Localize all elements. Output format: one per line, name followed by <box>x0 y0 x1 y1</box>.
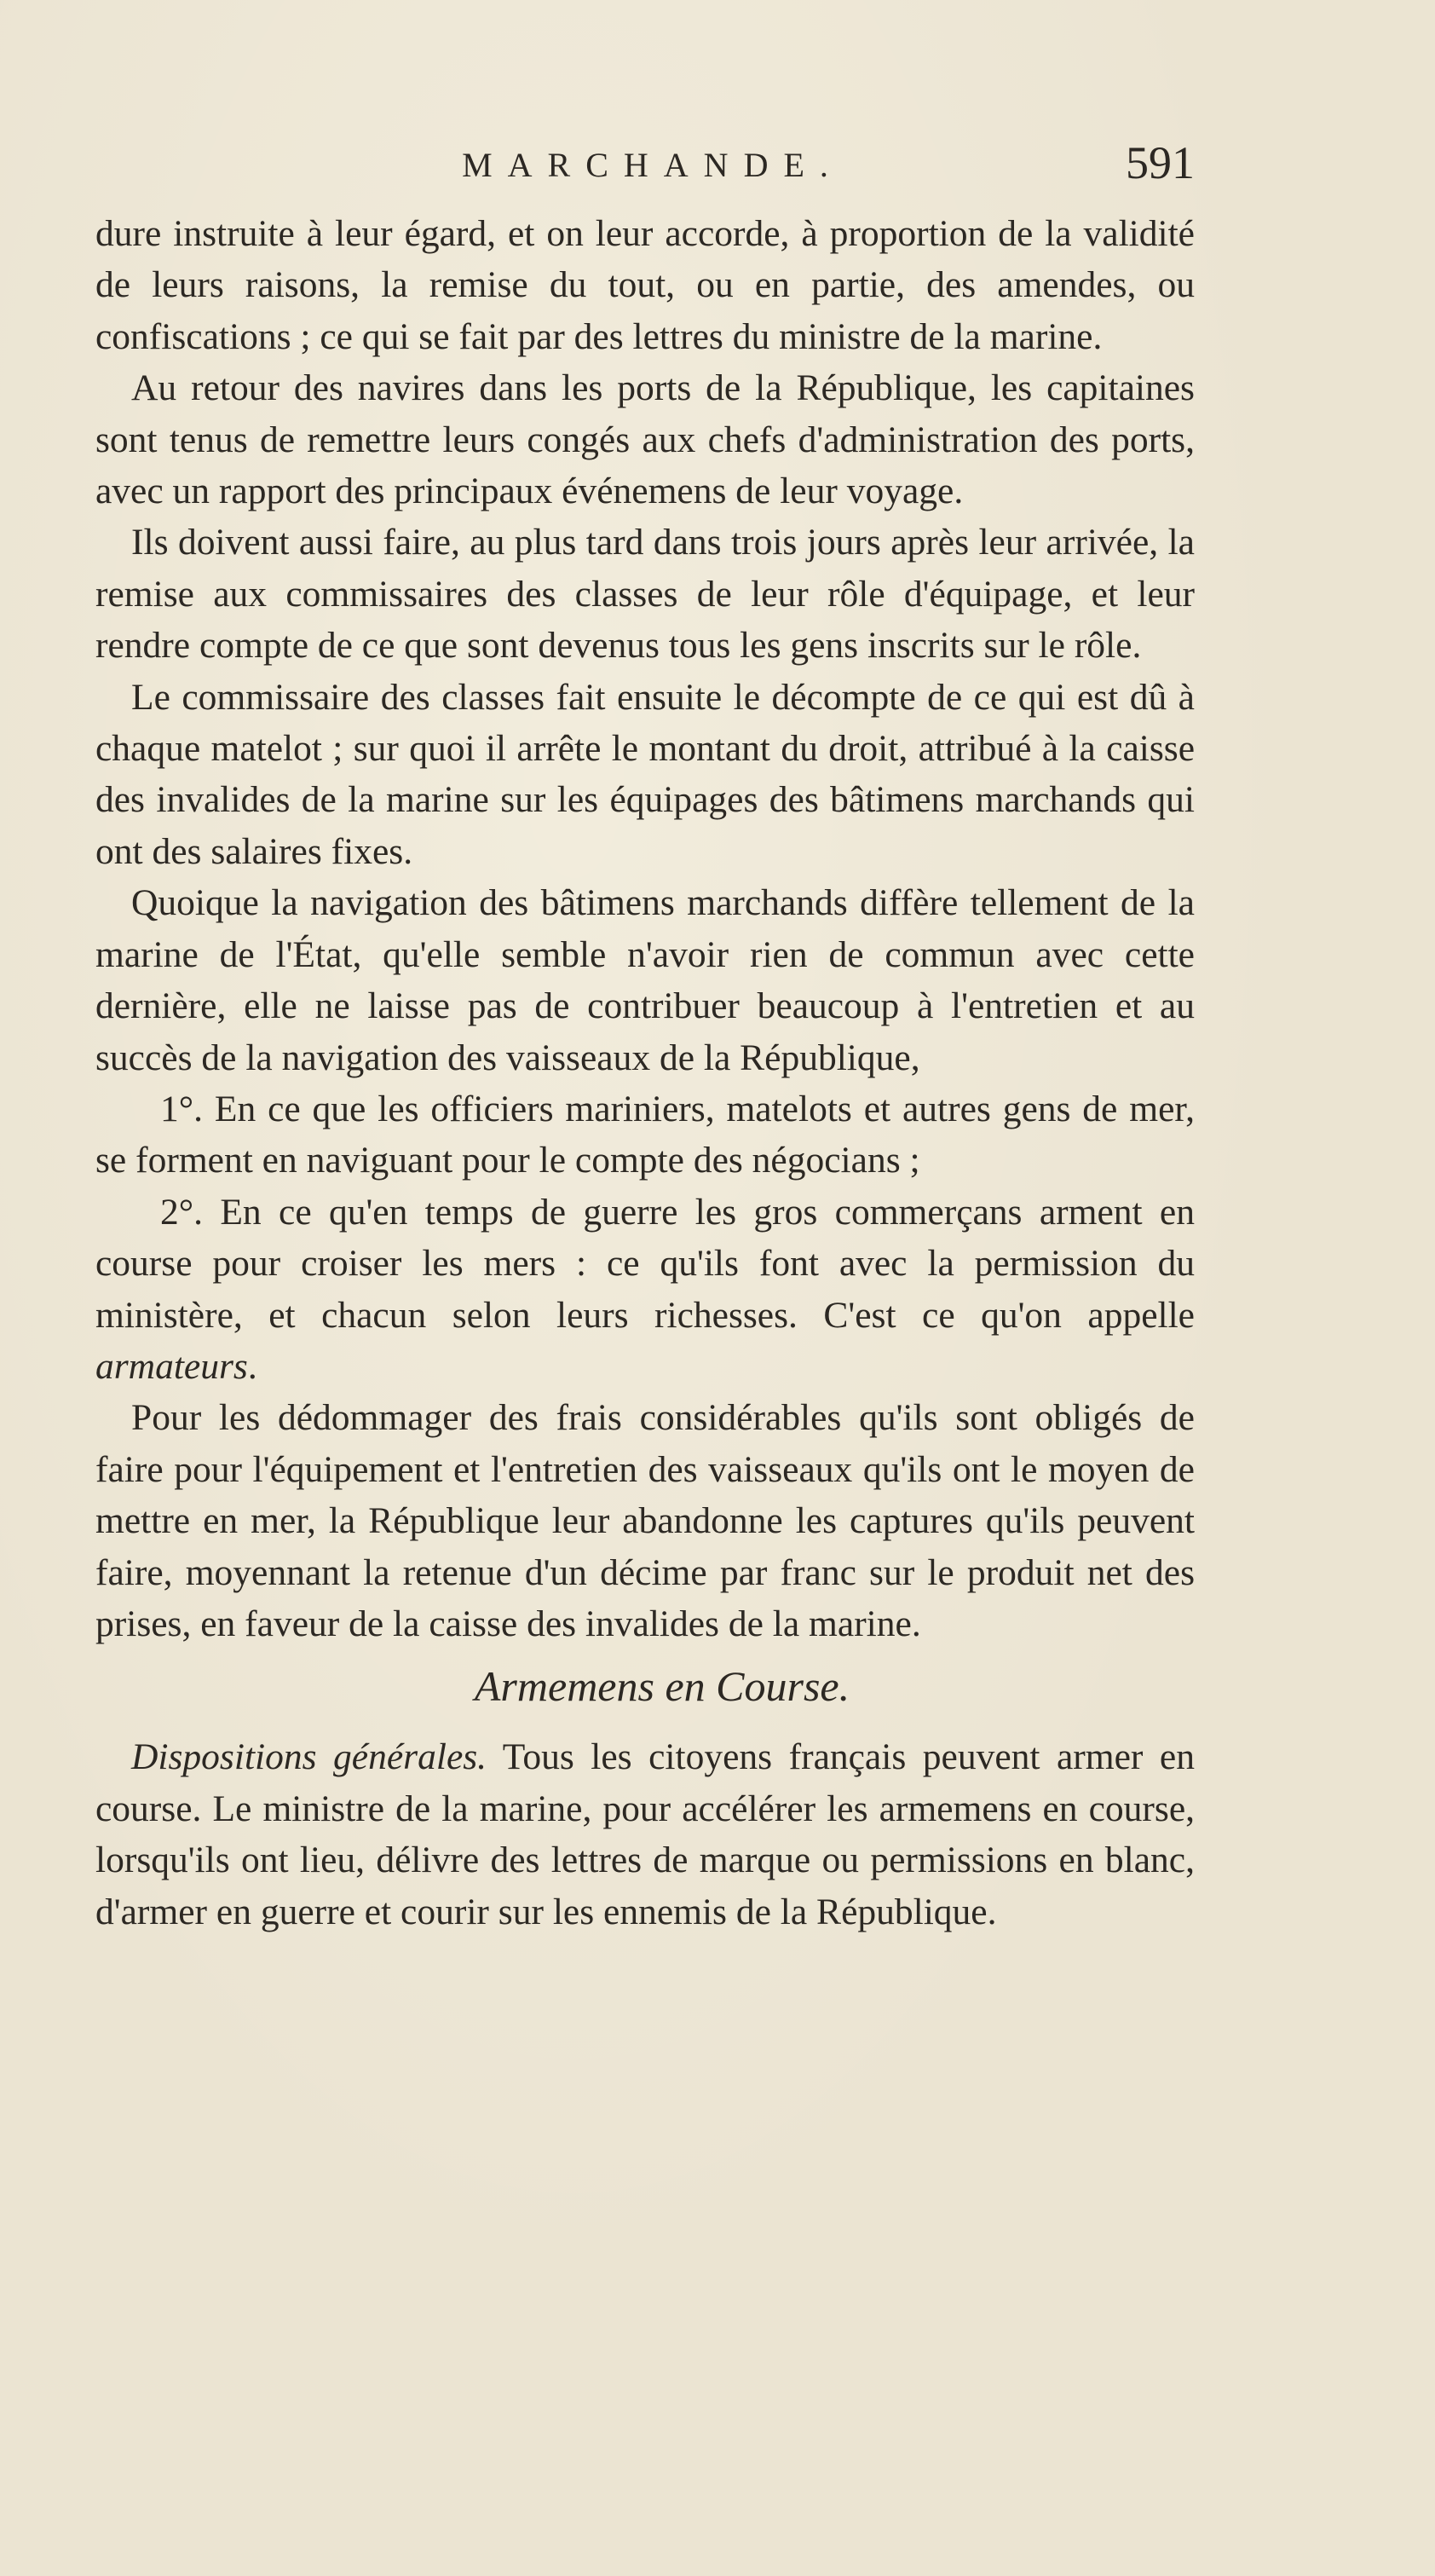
paragraph-commissioner: Le commissaire des classes fait ensuite le décompte de ce qui est dû à chaque matelot ; sur quoi il arrête le montant du droit, attribué à la caisse des invalides de la marine sur les équipages des bâtimens marchands qui ont des salaires fixes. <box>95 676 1195 872</box>
body-text <box>95 208 1195 1938</box>
general-provisions-text: Tous les citoyens français peuvent armer en course. Le ministre de la marine, pour accélérer les armemens en course, lorsqu'ils ont lieu, délivre des lettres de marque ou permissions en blanc, d'armer en guerre et courir sur les ennemis de la République. <box>95 1736 1195 1932</box>
running-title: MARCHANDE. <box>462 146 844 184</box>
paragraph-return-of-ships: Au retour des navires dans les ports de la République, les capitaines sont tenus de remettre leurs congés aux chefs d'administration des ports, avec un rapport des principaux événemens de leur voyage. <box>95 367 1195 512</box>
paragraph-crew-roll: Ils doivent aussi faire, au plus tard dans trois jours après leur arrivée, la remise aux commissaires des classes de leur rôle d'équipage, et leur rendre compte de ce que sont devenus tous les gens inscrits sur le rôle. <box>95 522 1195 667</box>
running-head <box>95 136 1195 196</box>
paragraph-point-two <box>95 1187 1195 1393</box>
paragraph-continuation: dure instruite à leur égard, et on leur accorde, à proportion de la validité de leurs raisons, la remise du tout, ou en partie, des amendes, ou confiscations ; ce qui se fait par des lettres du ministre de la marine. <box>95 213 1195 357</box>
point-two-italic-term: armateurs <box>95 1345 248 1387</box>
paragraph-general-provisions <box>95 1731 1195 1938</box>
point-two-tail: . <box>247 1345 257 1387</box>
page-number: 591 <box>1126 137 1195 188</box>
section-heading: Armemens en Course. <box>474 1662 850 1711</box>
general-provisions-lead: Dispositions générales. <box>131 1736 487 1778</box>
point-two-text: 2°. En ce qu'en temps de guerre les gros commerçans arment en course pour croiser les mers : ce qu'ils font avec la permission du ministère, et chacun selon leurs richesses. C'est ce qu'on appelle <box>95 1191 1195 1336</box>
paragraph-point-one: 1°. En ce que les officiers mariniers, matelots et autres gens de mer, se forment en naviguant pour le compte des négocians ; <box>95 1088 1195 1181</box>
paragraph-merchant-navigation: Quoique la navigation des bâtimens marchands diffère tellement de la marine de l'État, qu'elle semble n'avoir rien de commun avec cette dernière, elle ne laisse pas de contribuer beaucoup à l'entretien et au succès de la navigation des vaisseaux de la République, <box>95 882 1195 1078</box>
paragraph-compensation: Pour les dédommager des frais considérables qu'ils sont obligés de faire pour l'équipement et l'entretien des vaisseaux qu'ils ont le moyen de mettre en mer, la République leur abandonne les captures qu'ils peuvent faire, moyennant la retenue d'un décime par franc sur le produit net des prises, en faveur de la caisse des invalides de la marine. <box>95 1397 1195 1644</box>
